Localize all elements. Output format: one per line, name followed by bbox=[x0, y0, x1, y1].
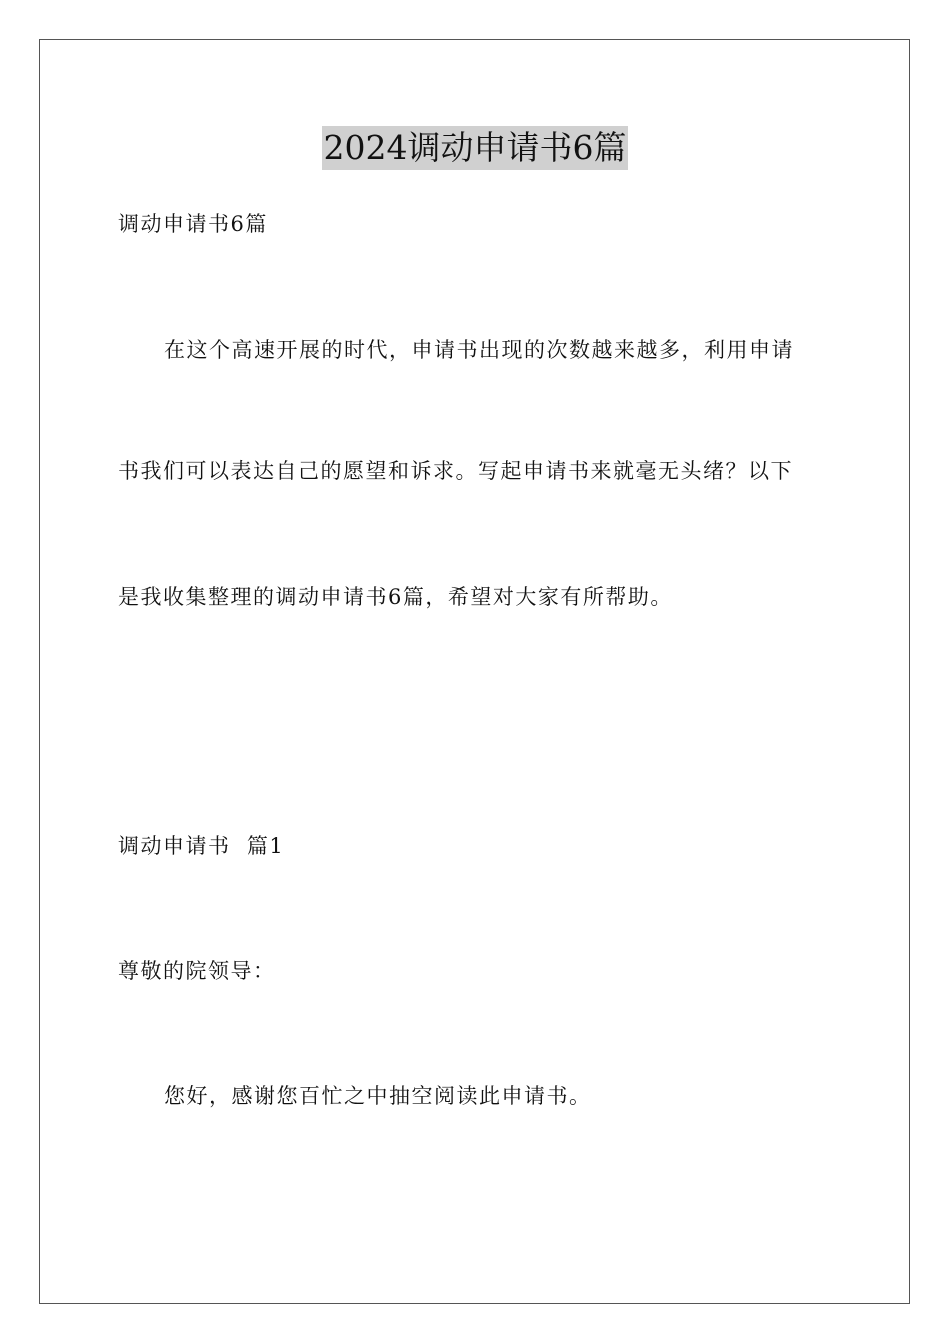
document-title: 2024调动申请书6篇 bbox=[322, 126, 629, 170]
title-container bbox=[0, 126, 950, 170]
intro-line-3: 是我收集整理的调动申请书6篇，希望对大家有所帮助。 bbox=[118, 585, 673, 609]
intro-line-2: 书我们可以表达自己的愿望和诉求。写起申请书来就毫无头绪？以下 bbox=[118, 459, 793, 483]
greeting-paragraph: 您好，感谢您百忙之中抽空阅读此申请书。 bbox=[164, 1084, 592, 1108]
salutation: 尊敬的院领导： bbox=[118, 959, 276, 983]
section-heading: 调动申请书 篇1 bbox=[118, 834, 285, 858]
document-subtitle: 调动申请书6篇 bbox=[118, 212, 268, 236]
intro-line-1: 在这个高速开展的时代，申请书出现的次数越来越多，利用申请 bbox=[164, 338, 794, 362]
